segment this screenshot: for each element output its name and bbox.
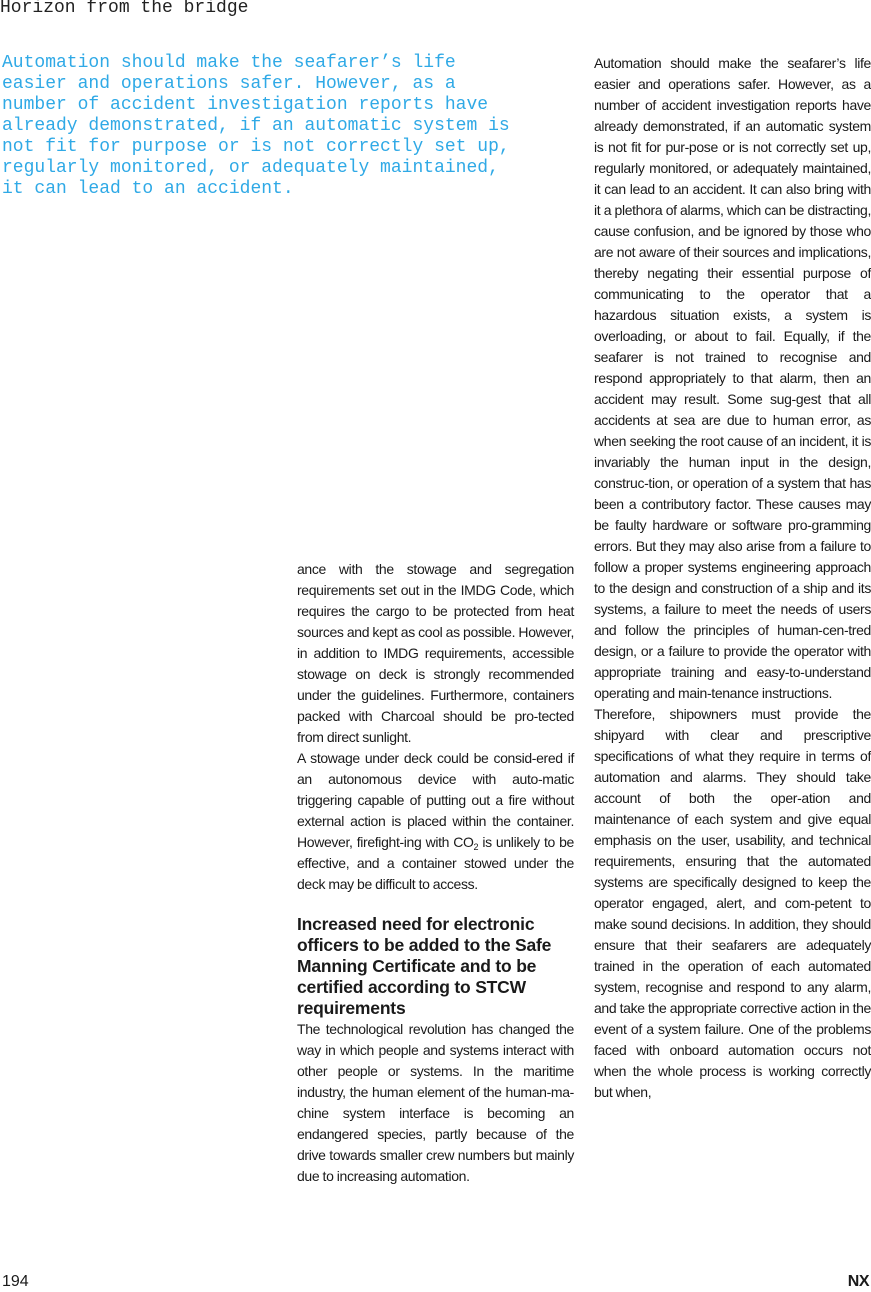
body-paragraph: Automation should make the seafarer’s life easier and operations safer. However, as a number of accident investigation reports have already demonstrated, if an automatic system is not fit for pur-pose or is not correctly set up, regularly monitored, or adequately maintained, it can lead to an accident. It can also bring with it a plethora of alarms, which can be distracting, cause confusion, and be ignored by those who are not aware of their sources and implications, thereby negating their essential purpose of communicating to the operator that a hazardous situation exists, a system is overloading, or about to fail. Equally, if the seafarer is not trained to recognise and respond appropriately to that alarm, then an accident may result. Some sug-gest that all accidents at sea are due to human error, as when seeking the root cause of an incident, it is invariably the human input in the design, construc-tion, or operation of a system that has been a contributory factor. These causes may be faulty hardware or software pro-gramming errors. But they may also arise from a failure to follow a proper systems engineering approach to the design and construction of a ship and its systems, a failure to meet the needs of users and follow the principles of human-cen-tred design, or a failure to provide the operator with appropriate training and easy-to-understand operating and main-tenance instructions.: [594, 55, 871, 701]
pull-quote: Automation should make the seafarer’s life easier and operations safer. However, as a number of accident investigation reports have already demonstrated, if an automatic system is not fit for purpose or is not correctly set up, regularly monitored, or adequately maintained, it can lead to an accident.: [2, 53, 510, 199]
body-paragraph: ance with the stowage and segregation requirements set out in the IMDG Code, which requires the cargo to be protected from heat sources and kept as cool as possible. However, in addition to IMDG requirements, accessible stowage on deck is strongly recommended under the guidelines. Furthermore, containers packed with Charcoal should be pro-tected from direct sunlight.: [297, 561, 574, 745]
page-number: 194: [2, 1273, 29, 1290]
body-paragraph: The technological revolution has changed the way in which people and systems interact with other people or systems. In the maritime industry, the human element of the human-ma-chine system interface is becoming an endangered species, partly because of the drive towards smaller crew numbers but mainly due to increasing automation.: [297, 1021, 574, 1184]
middle-column: [297, 559, 574, 1187]
section-heading: Increased need for electronic officers to be added to the Safe Manning Certificate and to be certified according to STCW requirements: [297, 914, 552, 1018]
body-paragraph: Therefore, shipowners must provide the shipyard with clear and prescriptive specifications of what they require in terms of automation and alarms. They should take account of both the oper-ation and maintenance of each system and give equal emphasis on the user, usability, and technical requirements, ensuring that the automated systems are specifically designed to keep the operator engaged, alert, and com-petent to make sound decisions. In addition, they should ensure that their seafarers are adequately trained in the operation of each automated system, recognise and respond to any alarm, and take the appropriate corrective action in the event of a system failure. One of the problems faced with onboard automation occurs not when the whole process is working correctly but when,: [594, 706, 871, 1100]
body-paragraph: [297, 748, 574, 895]
running-title: Horizon from the bridge: [0, 0, 249, 18]
right-column: [594, 53, 871, 1103]
paragraph-text: is unlikely to be effective, and a container stowed under the deck may be difficult to access.: [297, 834, 574, 892]
brand-logo: NX: [847, 1273, 869, 1290]
subscript-text: 2: [473, 842, 479, 852]
paragraph-text: A stowage under deck could be consid-ered if an autonomous device with auto-matic triggering capable of putting out a fire without external action is placed within the container. However, firefight-ing with CO: [297, 750, 574, 850]
